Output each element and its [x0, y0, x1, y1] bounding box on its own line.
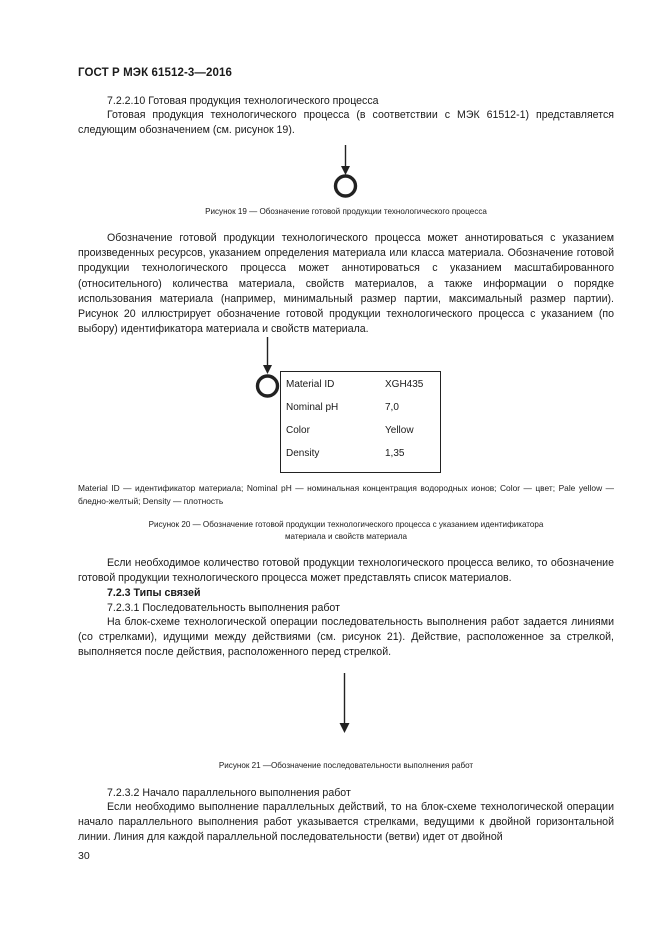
figure20-product-circle [258, 376, 278, 396]
figure21-arrowhead [340, 723, 350, 733]
section-heading-7-2-3-1: 7.2.3.1 Последовательность выполнения работ [107, 602, 340, 614]
figure21-caption: Рисунок 21 —Обозначение последовательности выполнения работ [218, 761, 474, 770]
section-heading-7-2-2-10: 7.2.2.10 Готовая продукция технологического процесса [107, 95, 379, 107]
figure21-sequence-arrow [334, 672, 356, 742]
figure20-caption-line1: Рисунок 20 — Обозначение готовой продукции технологического процесса с указанием идентификатора [148, 520, 544, 529]
property-value: XGH435 [385, 379, 424, 390]
property-label: Color [286, 425, 310, 436]
section-heading-7-2-3-2: 7.2.3.2 Начало параллельного выполнения работ [107, 787, 351, 799]
figure20-caption-line2: материала и свойств материала [284, 532, 408, 541]
section-text-7-2-3-2: Если необходимо выполнение параллельных действий, то на блок-схеме технологической операции начало параллельного выполнения работ указывается стрелками, ведущими к двойной горизонтальной линии. Линия для каждой параллельной последовательности (ветви) идет от двойной [78, 801, 614, 844]
figure19-caption: Рисунок 19 — Обозначение готовой продукции технологического процесса [205, 207, 487, 216]
section-text-7-2-3-1: На блок-схеме технологической операции последовательность выполнения работ задается линиями (со стрелками), идущими между действиями (см. рисунок 21). Действие, расположенное за стрелкой, выполняется после действия, расположенного перед стрелкой. [78, 616, 614, 659]
figure19-arrowhead [341, 166, 350, 175]
property-value: 7,0 [385, 402, 399, 413]
property-label: Density [286, 448, 320, 459]
annotation-paragraph: Обозначение готовой продукции технологического процесса может аннотироваться с указанием произведенных ресурсов, указанием определения материала или класса материала. Обозначение готовой продукции технологического процесса может аннотироваться с указанием масштабированного (относительного) количества материала, свойств материалов, а также информации о порядке использования материала (например, минимальный размер партии, максимальный размер партии). Рисунок 20 иллюстрирует обозначение готовой продукции технологического процесса с указанием (по выбору) идентификатора материала и свойств материала. [78, 232, 614, 336]
property-value: 1,35 [385, 448, 405, 459]
property-value: Yellow [385, 425, 414, 436]
figure20-legend: Material ID — идентификатор материала; Nominal pH — номинальная концентрация водородных ионов; Color — цвет; Pale yellow — бледно-желтый; Density — плотность [78, 483, 614, 506]
property-label: Material ID [286, 379, 335, 390]
document-header: ГОСТ Р МЭК 61512-3—2016 [78, 67, 232, 79]
figure20-arrowhead [263, 365, 272, 374]
section-text-7-2-2-10: Готовая продукция технологического процесса (в соответствии с МЭК 61512-1) представляется следующим обозначением (см. рисунок 19). [78, 109, 614, 137]
figure19-product-circle [336, 176, 356, 196]
figure19-symbol [327, 143, 367, 201]
material-properties-table [280, 371, 441, 473]
page-number: 30 [78, 850, 90, 862]
property-label: Nominal pH [286, 402, 339, 413]
section-heading-7-2-3: 7.2.3 Типы связей [107, 587, 201, 599]
list-paragraph: Если необходимое количество готовой продукции технологического процесса велико, то обозначение готовой продукции технологического процесса может представлять список материалов. [78, 557, 614, 585]
